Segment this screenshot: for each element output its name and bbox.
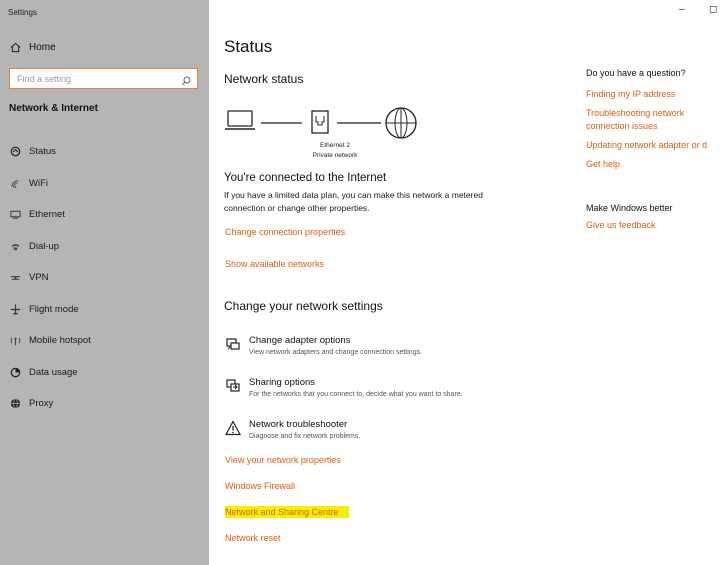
help-question: Do you have a question? <box>586 68 686 78</box>
sidebar-item-vpn[interactable] <box>9 262 204 294</box>
change-adapter-options[interactable] <box>225 335 422 356</box>
restore-button[interactable]: ◻ <box>709 4 718 15</box>
ethernet-icon <box>9 209 21 221</box>
section-title: Network & Internet <box>9 103 98 114</box>
connection-status-title: You're connected to the Internet <box>224 172 387 184</box>
network-type: Private network <box>312 152 358 159</box>
option-desc: For the networks that you connect to, decide what you want to share. <box>249 391 463 398</box>
main-panel <box>209 0 720 565</box>
sharing-icon <box>225 378 241 394</box>
option-desc: View network adapters and change connection settings. <box>249 349 423 356</box>
network-status-heading: Network status <box>224 72 304 86</box>
view-network-properties-link[interactable]: View your network properties <box>225 455 341 465</box>
dialup-icon <box>9 240 21 252</box>
troubleshooting-link[interactable]: Troubleshooting network <box>586 108 685 118</box>
windows-firewall-link[interactable]: Windows Firewall <box>225 481 296 491</box>
search-box[interactable] <box>9 68 198 89</box>
warning-icon <box>225 420 241 436</box>
sidebar <box>0 0 209 565</box>
highlighted-link-text[interactable]: Network and Sharing Centre <box>225 506 349 518</box>
adapter-icon <box>225 336 241 352</box>
sidebar-item-label: WiFi <box>29 177 48 189</box>
updating-adapter-link[interactable]: Updating network adapter or d <box>586 140 708 150</box>
option-title: Change adapter options <box>249 335 351 346</box>
sidebar-item-label: Flight mode <box>29 303 79 315</box>
network-sharing-centre-link[interactable] <box>225 507 349 517</box>
sidebar-item-label: Proxy <box>29 398 54 410</box>
wifi-icon <box>9 177 21 189</box>
home-icon <box>9 41 21 53</box>
sidebar-item-mobile-hotspot[interactable] <box>9 325 204 357</box>
sidebar-item-data-usage[interactable] <box>9 357 204 389</box>
sidebar-item-proxy[interactable] <box>9 388 204 420</box>
related-help-panel <box>586 68 720 232</box>
sidebar-item-flight-mode[interactable] <box>9 294 204 326</box>
adapter-name: Ethernet 2 <box>320 142 350 149</box>
app-title: Settings <box>8 8 37 17</box>
home-button[interactable] <box>9 41 56 53</box>
page-title: Status <box>224 37 273 56</box>
give-feedback-link[interactable]: Give us feedback <box>586 220 656 230</box>
ethernet-port-icon <box>312 111 328 133</box>
search-input[interactable] <box>17 74 177 84</box>
option-desc: Diagnose and fix network problems. <box>249 433 361 440</box>
sidebar-item-ethernet[interactable] <box>9 199 204 231</box>
sidebar-item-status[interactable] <box>9 136 204 168</box>
home-label: Home <box>29 41 56 53</box>
sidebar-nav <box>9 136 204 420</box>
airplane-icon <box>9 303 21 315</box>
option-title: Network troubleshooter <box>249 419 348 430</box>
finding-ip-link[interactable]: Finding my IP address <box>586 89 676 99</box>
show-available-networks-link[interactable]: Show available networks <box>225 259 325 269</box>
make-windows-better: Make Windows better <box>586 203 673 213</box>
home-network-icon <box>9 146 21 158</box>
sidebar-item-dialup[interactable] <box>9 231 204 263</box>
hotspot-icon <box>9 335 21 347</box>
sidebar-item-label: Data usage <box>29 366 78 378</box>
sharing-options[interactable] <box>225 377 463 398</box>
connection-status-desc: If you have a limited data plan, you can make this network a metered connection or change other properties. <box>224 190 483 213</box>
network-troubleshooter[interactable] <box>225 419 360 440</box>
change-network-settings-heading: Change your network settings <box>224 299 383 313</box>
globe-icon <box>9 398 21 410</box>
get-help-link[interactable]: Get help <box>586 159 621 169</box>
minimize-button[interactable]: – <box>679 4 685 15</box>
change-connection-properties-link[interactable]: Change connection properties <box>225 227 346 237</box>
sidebar-item-label: Dial-up <box>29 240 60 252</box>
data-usage-icon <box>9 366 21 378</box>
sidebar-item-label: Mobile hotspot <box>29 335 91 347</box>
network-diagram <box>224 106 424 162</box>
globe-icon <box>386 108 416 138</box>
vpn-icon <box>9 272 21 284</box>
option-title: Sharing options <box>249 377 316 388</box>
laptop-icon <box>225 111 255 129</box>
sidebar-item-wifi[interactable] <box>9 168 204 200</box>
network-reset-link[interactable]: Network reset <box>225 533 281 543</box>
sidebar-item-label: VPN <box>29 272 49 284</box>
search-icon[interactable] <box>181 73 191 83</box>
sidebar-item-label: Status <box>29 146 56 158</box>
troubleshooting-link-line2[interactable]: connection issues <box>586 121 658 131</box>
sidebar-item-label: Ethernet <box>29 209 65 221</box>
